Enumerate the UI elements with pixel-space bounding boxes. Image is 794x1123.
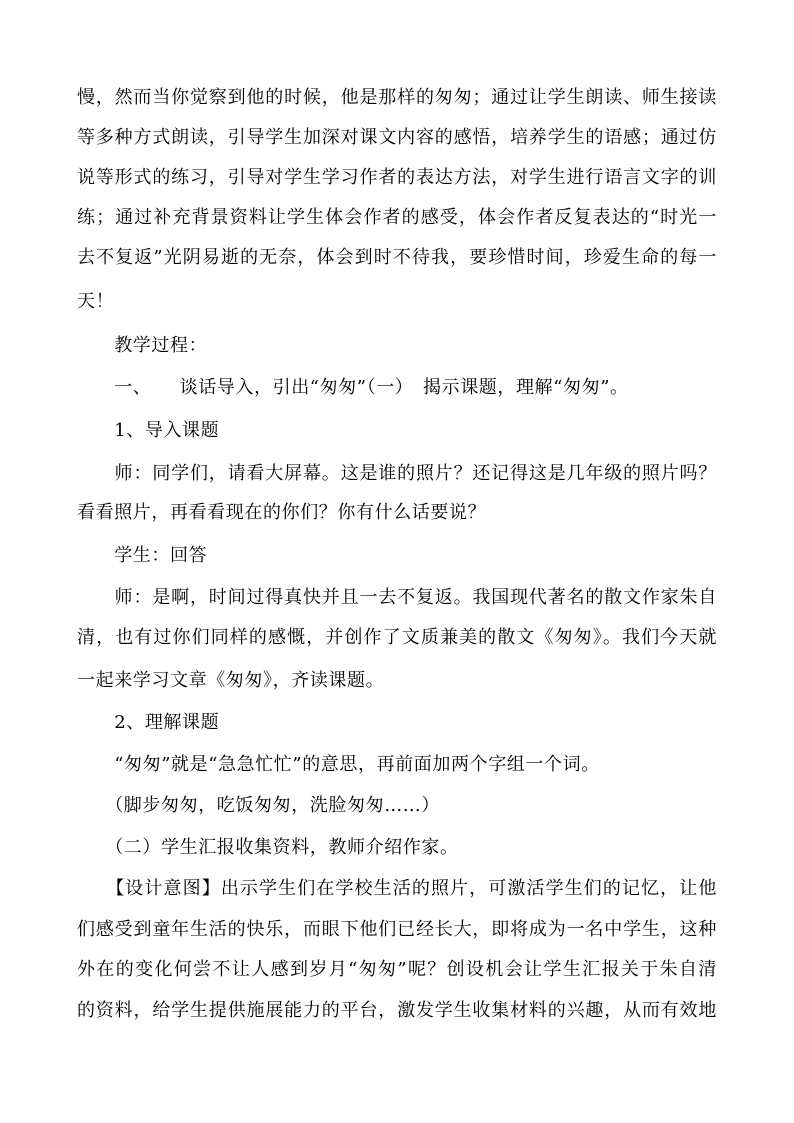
text-line-examples: （脚步匆匆，吃饭匆匆，洗脸匆匆……） <box>77 795 440 816</box>
text-line-teacher-2: 看看照片，再看看现在的你们？你有什么话要说？ <box>77 502 487 523</box>
subheading-understand-topic: 2、理解课题 <box>77 712 220 733</box>
text-line-design-2: 们感受到童年生活的快乐，而眼下他们已经长大，即将成为一名中学生，这种 <box>77 919 717 940</box>
subheading-intro-topic: 1、导入课题 <box>77 420 220 441</box>
text-line-1: 慢，然而当你觉察到他的时候，他是那样的匆匆；通过让学生朗读、师生接读 <box>77 87 717 108</box>
text-line-meaning: “匆匆”就是“急急忙忙”的意思，再前面加两个字组一个词。 <box>77 754 600 775</box>
text-line-design-3: 外在的变化何尝不让人感到岁月“匆匆”呢？创设机会让学生汇报关于朱自清 <box>77 959 717 980</box>
section-heading-1: 一、 谈话导入，引出“匆匆”（一） 揭示课题，理解“匆匆”。 <box>77 377 629 398</box>
section-heading-2: （二）学生汇报收集资料，教师介绍作家。 <box>77 837 459 858</box>
text-line-4: 练；通过补充背景资料让学生体会作者的感受，体会作者反复表达的“时光一 <box>77 207 717 228</box>
text-line-design-4: 的资料，给学生提供施展能力的平台，激发学生收集材料的兴趣，从而有效地 <box>77 1000 717 1021</box>
text-line-student: 学生：回答 <box>77 545 208 566</box>
text-line-design-1: 【设计意图】出示学生们在学校生活的照片，可激活学生们的记忆，让他 <box>77 878 717 899</box>
text-line-6: 天！ <box>77 291 115 312</box>
heading-teaching-process: 教学过程： <box>77 335 208 356</box>
text-line-3: 说等形式的练习，引导对学生学习作者的表达方法，对学生进行语言文字的训 <box>77 167 717 188</box>
text-line-2: 等多种方式朗读，引导学生加深对课文内容的感悟，培养学生的语感；通过仿 <box>77 127 717 148</box>
text-line-5: 去不复返”光阴易逝的无奈，体会到时不待我，要珍惜时间，珍爱生命的每一 <box>77 247 717 268</box>
text-line-teacher-3: 师：是啊，时间过得真快并且一去不复返。我国现代著名的散文作家朱自 <box>77 587 717 608</box>
text-line-teacher-1: 师：同学们，请看大屏幕。这是谁的照片？还记得这是几年级的照片吗？ <box>77 463 717 484</box>
text-line-teacher-4: 清，也有过你们同样的感慨，并创作了文质兼美的散文《匆匆》。我们今天就 <box>77 627 717 648</box>
text-line-teacher-5: 一起来学习文章《匆匆》，齐读课题。 <box>77 670 385 691</box>
